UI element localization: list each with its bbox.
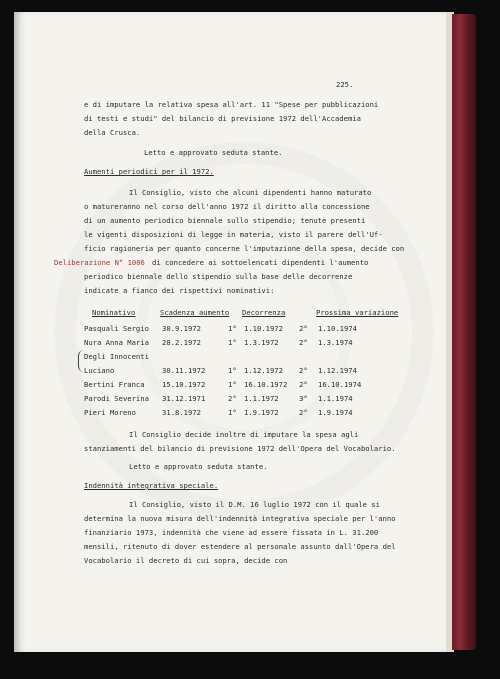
- intro-line: di testi e studi" del bilancio di previsione 1972 dell'Accademia: [84, 114, 361, 123]
- paragraph-line: mensili, ritenuto di dover estendere al personale assunto dall'Opera del: [84, 542, 396, 551]
- intro-line: e di imputare la relativa spesa all'art. 11 "Spese per pubblicazioni: [84, 100, 379, 109]
- paragraph-line: le vigenti disposizioni di legge in materia, visto il parere dell'Uf-: [84, 230, 383, 239]
- section-heading: Indennità integrativa speciale.: [84, 481, 219, 490]
- paragraph-line: Il Consiglio, visto che alcuni dipendenti hanno maturato: [129, 188, 372, 197]
- paragraph-line: periodico biennale dello stipendio sulla base delle decorrenze: [84, 272, 353, 281]
- table-header: Prossima variazione: [316, 308, 399, 317]
- paragraph-line: stanziamenti del bilancio di previsione 1972 dell'Opera del Vocabolario.: [84, 444, 396, 453]
- book-cover: [452, 14, 476, 650]
- table-header: Scadenza aumento: [160, 308, 230, 317]
- table-header: Nominativo: [92, 308, 136, 317]
- paragraph-line: di un aumento periodico biennale sullo stipendio; tenute presenti: [84, 216, 366, 225]
- paragraph-line: Il Consiglio decide inoltre di imputare la spesa agli: [129, 430, 359, 439]
- section-heading: Aumenti periodici per il 1972.: [84, 167, 214, 176]
- paragraph-line: determina la nuova misura dell'indennità integrativa speciale per l'anno: [84, 514, 396, 523]
- margin-note: Deliberazione N° 1006: [54, 258, 145, 267]
- paragraph-line: indicate a fianco dei rispettivi nominativi:: [84, 286, 275, 295]
- page-number: 225.: [336, 80, 354, 89]
- intro-line: della Crusca.: [84, 128, 141, 137]
- paragraph-line: Il Consiglio, visto il D.M. 16 luglio 1972 con il quale si: [129, 500, 380, 509]
- approval-note: Letto e approvato seduta stante.: [129, 462, 268, 471]
- document-page: 225. e di imputare la relativa spesa all'art. 11 "Spese per pubblicazioni di testi e studi" del bilancio di previsione 1972 dell'Accademia della Crusca. Letto e approvato seduta stante. Aumenti periodici per il 1972. Il Consiglio, visto che alcuni dipendenti hanno maturato o matureranno nel corso dell'anno 1972 il diritto alla concessione di un aumento periodico biennale sullo stipendio; tenute presenti le vigenti disposizioni di legge in materia, visto il parere dell'Uf- ficio ragioneria per quanto concerne l'imputazione della spesa, decide con Deliberazione N° 1006 di concedere ai sottoelencati dipendenti l'aumento periodico biennale dello stipendio sulla base delle decorrenze indicate a fianco dei rispettivi nominativi: Nominativo Scadenza aumento Decorrenza Prossima variazione Pasquali Sergio 30.9.1972 1° 1.10.1972 2° 1.10.1974 Nura Anna Maria 28.2.1972 1° 1.3.1972 2° 1.3.1974 Degli Innocenti Luciano 30.11.1972 1° 1.12.1972 2° 1.12.1974 Bertini Franca 15.10.1972 1° 16.10.1972 2° 16.10.1974 Parodi Severina 31.12.1971 2° 1.1.1972 3° 1.1.1974 Pieri Moreno 31.8.1972 1° 1.9.1972 2° 1.9.1974 Il Consiglio decide inoltre di imputare la spesa agli stanziamenti del bilancio di previsione 1972 dell'Opera del Vocabolario. Letto e approvato seduta stante. Indennità integrativa speciale. Il Consiglio, visto il D.M. 16 luglio 1972 con il quale si determina la nuova misura dell'indennità integrativa speciale per l'anno finanziario 1973, indennità che viene ad essere fissata in L. 31.200 mensili, ritenuto di dover estendere al personale assunto dall'Opera del Vocabolario il decreto di cui sopra, decide con: [14, 12, 446, 652]
- table-header: Decorrenza: [242, 308, 286, 317]
- paragraph-line: o matureranno nel corso dell'anno 1972 il diritto alla concessione: [84, 202, 370, 211]
- approval-note: Letto e approvato seduta stante.: [144, 148, 283, 157]
- paragraph-line: finanziario 1973, indennità che viene ad essere fissata in L. 31.200: [84, 528, 379, 537]
- paragraph-line: ficio ragioneria per quanto concerne l'imputazione della spesa, decide con: [84, 244, 405, 253]
- paragraph-line: di concedere ai sottoelencati dipendenti l'aumento: [152, 258, 369, 267]
- paragraph-line: Vocabolario il decreto di cui sopra, decide con: [84, 556, 288, 565]
